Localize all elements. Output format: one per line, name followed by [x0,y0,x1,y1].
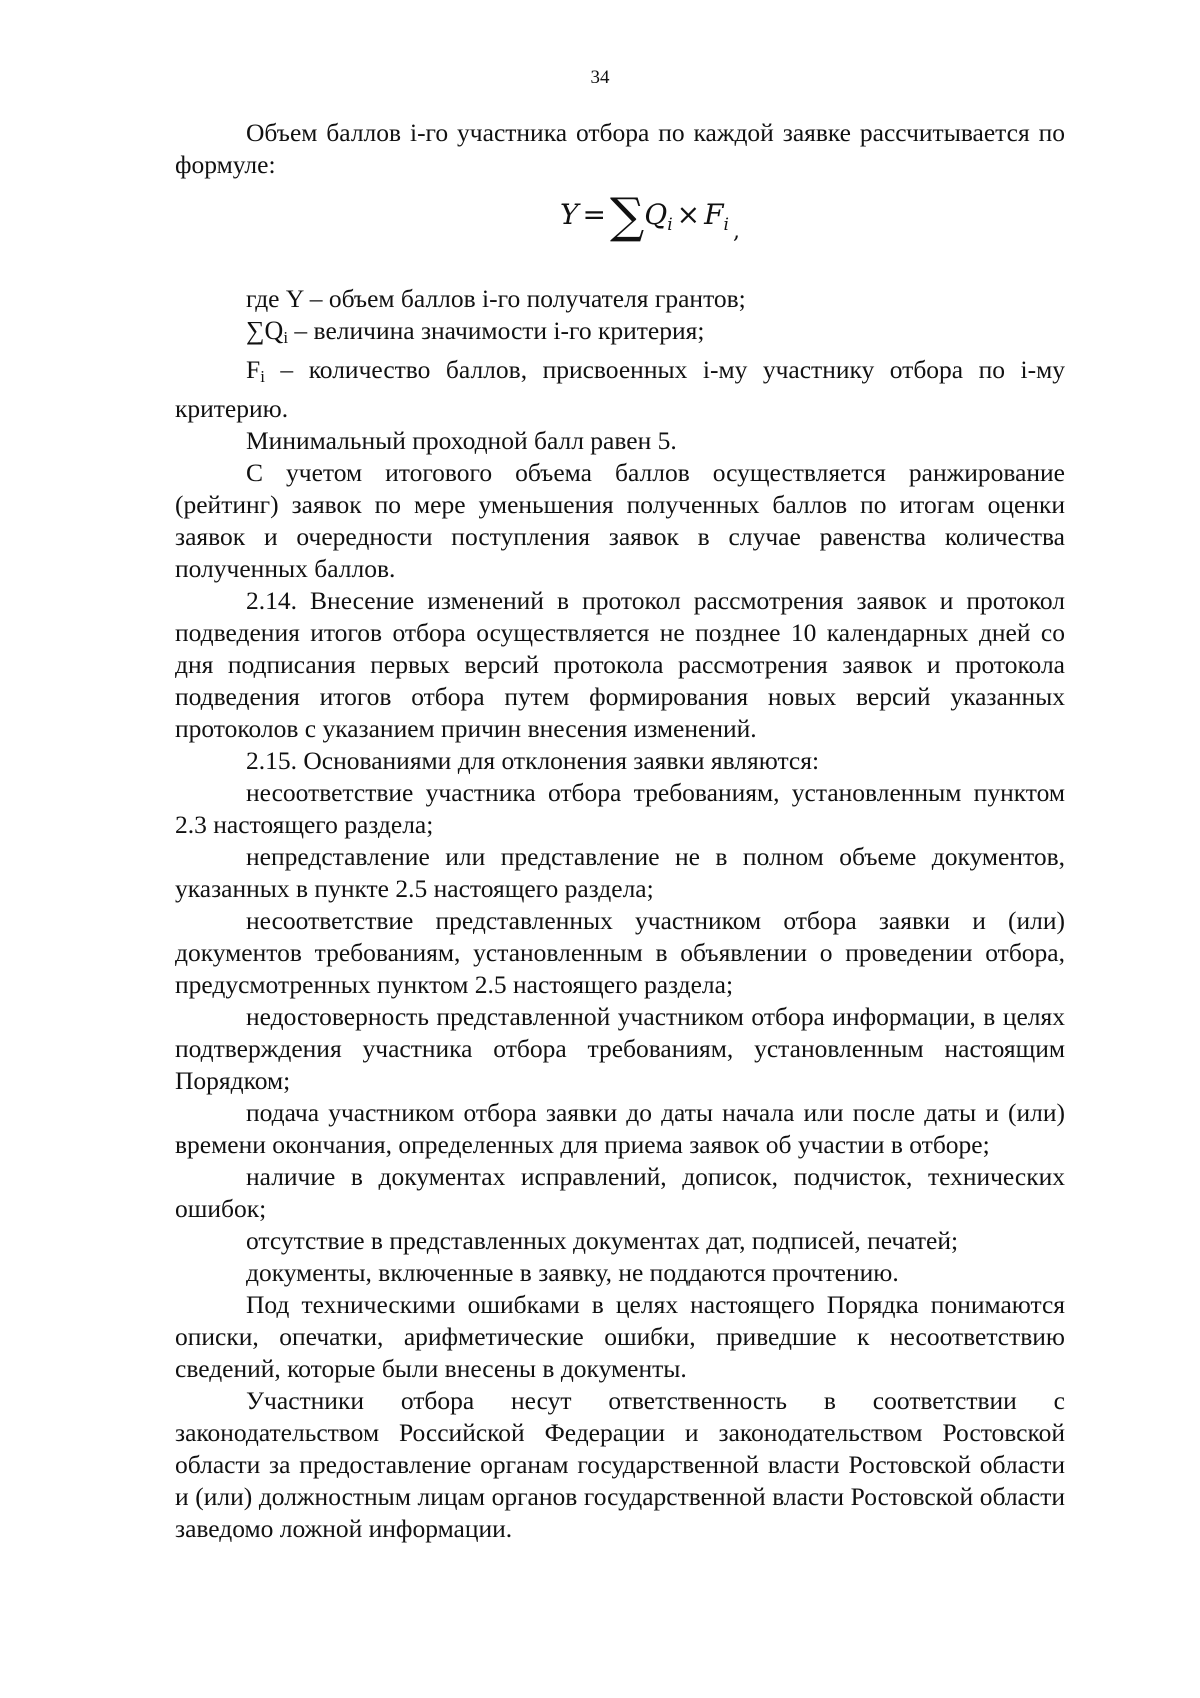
paragraph-2-14: 2.14. Внесение изменений в протокол рассмотрения заявок и протокол подведения итогов отбора осуществляется не позднее 10 календарных дней со дня подписания первых версий протокола рассмотрения заявок и протокола подведения итогов отбора путем формирования новых версий указанных протоколов с указанием причин внесения изменений. [175,586,1065,743]
document-body [175,117,1065,1545]
paragraph-f [175,354,1065,425]
paragraph-tech-errors: Под техническими ошибками в целях настоящего Порядка понимаются описки, опечатки, арифметические ошибки, приведшие к несоответствию сведений, которые были внесены в документы. [175,1290,1065,1383]
f-symbol: F [246,355,261,384]
page-number: 34 [590,67,610,88]
paragraph-min-score: Минимальный проходной балл равен 5. [246,426,677,455]
paragraph-responsibility: Участники отбора несут ответственность в соответствии с законодательством Российской Федерации и законодательством Ростовской области за предоставление органам государственной власти Ростовской области и (или) должностным лицам органов государственной власти Ростовской области заведомо ложной информации. [175,1386,1065,1543]
rejection-reason-1: несоответствие участника отбора требованиям, установленным пунктом 2.3 настоящего раздела; [175,778,1065,839]
formula-f: F [704,198,724,231]
paragraph-2-15: 2.15. Основаниями для отклонения заявки являются: [246,746,820,775]
f-subscript: i [260,367,265,386]
rejection-reason-4: недостоверность представленной участником отбора информации, в целях подтверждения участника отбора требованиям, установленным настоящим Порядком; [175,1002,1065,1095]
f-text: – количество баллов, присвоенных i-му участнику отбора по i-му критерию. [175,355,1065,423]
rejection-reason-2: непредставление или представление не в полном объеме документов, указанных в пункте 2.5 настоящего раздела; [175,842,1065,903]
formula-q: Q [644,198,668,231]
sum-q-text: – величина значимости i-го критерия; [288,316,705,345]
paragraph-where-y: где Y – объем баллов i-го получателя грантов; [246,284,746,313]
sum-q-subscript: i [283,328,289,347]
paragraph-intro: Объем баллов i-го участника отбора по каждой заявке рассчитывается по формуле: [175,118,1065,179]
formula-y: Y [560,198,579,231]
formula-times: × [676,198,701,231]
formula-f-subscript: i [723,215,729,235]
formula-equals: = [582,198,606,231]
score-formula [175,187,1065,263]
paragraph-sum-q [175,315,1065,354]
sum-q-symbol: ∑Q [246,316,284,345]
rejection-reason-3: несоответствие представленных участником отбора заявки и (или) документов требованиям, установленным в объявлении о проведении отбора, предусмотренных пунктом 2.5 настоящего раздела; [175,906,1065,999]
rejection-reason-7: отсутствие в представленных документах дат, подписей, печатей; [246,1226,959,1255]
formula-comma: , [732,219,740,244]
formula-sum-symbol: ∑ [609,188,645,244]
formula-expression [560,188,740,252]
rejection-reason-5: подача участником отбора заявки до даты начала или после даты и (или) времени окончания, определенных для приема заявок об участии в отборе; [175,1098,1065,1159]
formula-q-subscript: i [667,215,673,235]
rejection-reason-8: документы, включенные в заявку, не поддаются прочтению. [246,1258,899,1287]
paragraph-ranking: С учетом итогового объема баллов осуществляется ранжирование (рейтинг) заявок по мере уменьшения полученных баллов по итогам оценки заявок и очередности поступления заявок в случае равенства количества полученных баллов. [175,458,1065,583]
rejection-reason-6: наличие в документах исправлений, дописок, подчисток, технических ошибок; [175,1162,1065,1223]
